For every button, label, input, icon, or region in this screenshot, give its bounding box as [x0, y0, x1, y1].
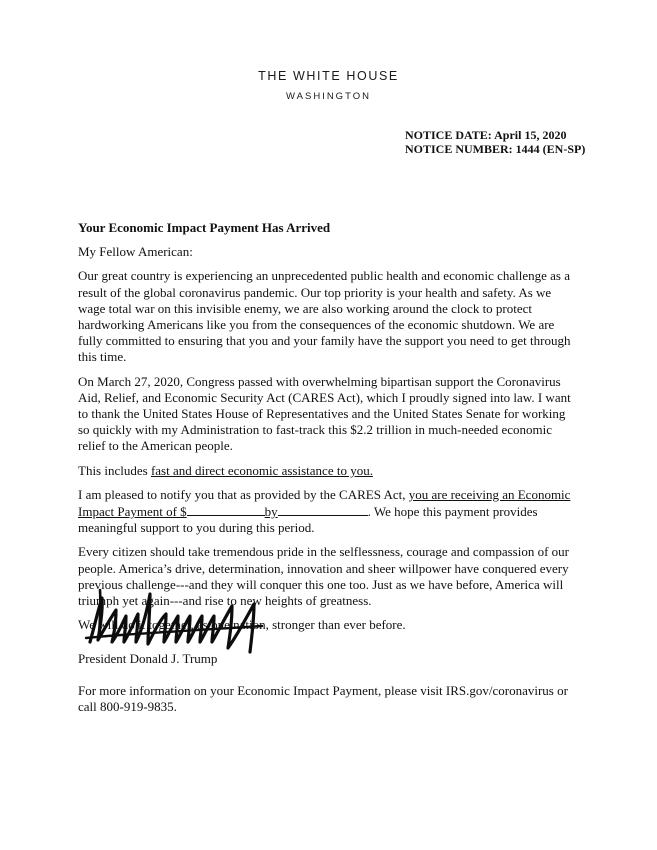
paragraph-4-suffix: . We hope this payment provides meaningful support to you during this period. — [78, 504, 538, 536]
notice-date: NOTICE DATE: April 15, 2020 — [405, 128, 567, 142]
paragraph-4-by: by — [264, 504, 278, 520]
letter-subject: Your Economic Impact Payment Has Arrived — [78, 220, 331, 235]
notice-block — [405, 128, 585, 156]
paragraph-6: We will do it together, as one nation, stronger than ever before. — [78, 617, 406, 633]
paragraph-4 — [78, 487, 578, 537]
paragraph-4-underlined: you are receiving an Economic Impact Payment of $ — [78, 486, 571, 520]
notice-number: NOTICE NUMBER: 1444 (EN-SP) — [405, 142, 586, 156]
footer-note: For more information on your Economic Impact Payment, please visit IRS.gov/coronavirus or call 800-919-9835. — [78, 683, 568, 715]
date-blank — [278, 503, 368, 516]
letterhead — [0, 69, 657, 102]
signature-image — [82, 576, 272, 656]
paragraph-3-prefix: This includes — [78, 462, 151, 478]
paragraph-5: Every citizen should take tremendous pride in the selflessness, courage and compassion of our people. America’s drive, determination, innovation and sheer willpower have conquered every previous challenge---and they will conquer this one too. Just as we have before, America will triumph yet again---and rise to new heights of greatness. — [78, 544, 569, 609]
paragraph-3-underlined: fast and direct economic assistance to you. — [150, 462, 373, 478]
amount-blank — [187, 503, 265, 516]
letterhead-title: THE WHITE HOUSE — [258, 69, 399, 83]
paragraph-1: Our great country is experiencing an unprecedented public health and economic challenge as a result of the global coronavirus pandemic. Our top priority is your health and safety. As we wage total war on this invisible enemy, we are also working around the clock to protect hardworking Americans like you from the consequences of the economic shutdown. We are fully committed to ensuring that you and your family have the support you need to get through this time. — [78, 268, 571, 365]
paragraph-3 — [78, 463, 578, 479]
salutation: My Fellow American: — [78, 244, 193, 260]
letterhead-subtitle: WASHINGTON — [286, 91, 371, 102]
paragraph-2: On March 27, 2020, Congress passed with overwhelming bipartisan support the Coronavirus Aid, Relief, and Economic Security Act (CARES Act), which I proudly signed into law. I want to thank the United States House of Representatives and the United States Senate for working so quickly with my Administration to fast-track this $2.2 trillion in much-needed economic relief to the American people. — [78, 373, 571, 454]
paragraph-4-prefix: I am pleased to notify you that as provided by the CARES Act, — [78, 486, 409, 502]
signer-name: President Donald J. Trump — [78, 651, 218, 666]
